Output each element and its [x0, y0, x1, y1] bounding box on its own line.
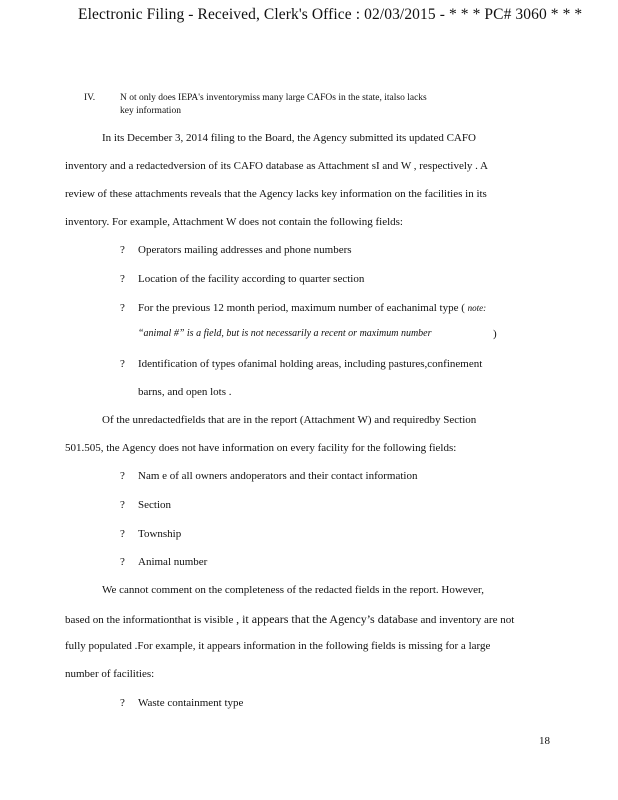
paragraph3-line2-b: , it appears that the Agency’s datab [236, 612, 404, 626]
bullet-mark: ? [120, 528, 125, 540]
bullet-text: Identification of types ofanimal holding areas, including pastures,confinement [138, 358, 483, 370]
bullet-mark: ? [120, 244, 125, 256]
paragraph3-line2 [65, 612, 514, 627]
bullet-note-text: “animal #” is a field, but is not necessarily a recent or maximum number [138, 328, 432, 339]
bullet-text: Section [138, 499, 171, 511]
paragraph1-line1: In its December 3, 2014 filing to the Board, the Agency submitted its updated CAFO [102, 132, 476, 144]
bullet-text [138, 302, 486, 314]
bullet-text: Location of the facility according to quarter section [138, 273, 365, 285]
filing-header: Electronic Filing - Received, Clerk's Office : 02/03/2015 - * * * PC# 3060 * * * [78, 6, 583, 23]
section-heading [84, 92, 427, 118]
paragraph3-line1: We cannot comment on the completeness of the redacted fields in the report. However, [102, 584, 485, 596]
bullet-text: Operators mailing addresses and phone numbers [138, 244, 352, 256]
bullet-mark: ? [120, 302, 125, 314]
bullet-text: Animal number [138, 556, 208, 568]
paragraph3-line3: fully populated .For example, it appears information in the following fields is missing for a large [65, 640, 491, 652]
page-number: 18 [539, 735, 550, 747]
bullet-mark: ? [120, 697, 125, 709]
bullet-mark: ? [120, 556, 125, 568]
section-title-line2: key information [120, 106, 181, 116]
bullet-text-main: For the previous 12 month period, maximum number of eachanimal type ( [138, 302, 465, 314]
paragraph1-line4: inventory. For example, Attachment W does not contain the following fields: [65, 216, 403, 228]
bullet-mark: ? [120, 273, 125, 285]
paragraph1-line3: review of these attachments reveals that the Agency lacks key information on the facilities in its [65, 188, 487, 200]
bullet-text: Nam e of all owners andoperators and their contact information [138, 470, 418, 482]
section-title-line1: N ot only does IEPA's inventorymiss many large CAFOs in the state, italso lacks [120, 93, 427, 103]
bullet-text: barns, and open lots . [138, 386, 232, 398]
section-number: IV. [84, 93, 96, 103]
note-label: note: [467, 303, 487, 313]
bullet-note-close: ) [493, 328, 497, 340]
paragraph2-line1: Of the unredactedfields that are in the report (Attachment W) and requiredby Section [102, 414, 477, 426]
bullet-mark: ? [120, 499, 125, 511]
bullet-text: Waste containment type [138, 697, 244, 709]
paragraph3-line2-c: ase and inventory are not [403, 614, 515, 626]
bullet-text: Township [138, 528, 182, 540]
paragraph3-line4: number of facilities: [65, 668, 155, 680]
bullet-mark: ? [120, 358, 125, 370]
bullet-mark: ? [120, 470, 125, 482]
paragraph1-line2: inventory and a redactedversion of its CAFO database as Attachment sI and W , respectively . A [65, 160, 488, 172]
paragraph2-line2: 501.505, the Agency does not have information on every facility for the following fields: [65, 442, 457, 454]
paragraph3-line2-a: based on the informationthat is visible [65, 614, 237, 626]
